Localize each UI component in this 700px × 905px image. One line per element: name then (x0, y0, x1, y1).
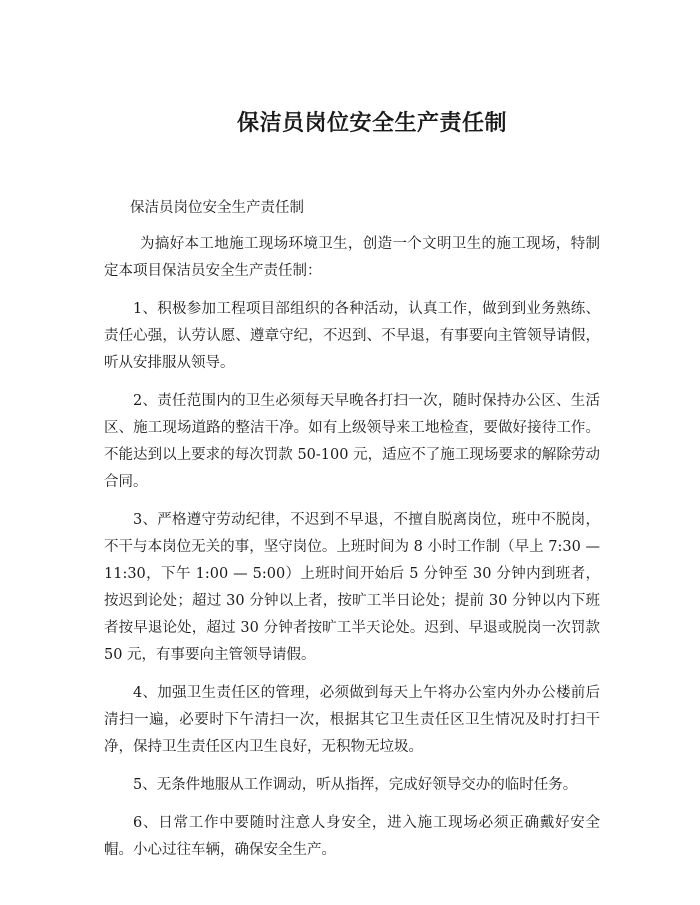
clause-paragraph-2: 2、责任范围内的卫生必须每天早晚各打扫一次，随时保持办公区、生活区、施工现场道路的整洁干净。如有上级领导来工地检查，要做好接待工作。不能达到以上要求的每次罚款 50-100 元，适应不了施工现场要求的解除劳动合同。 (104, 393, 600, 490)
document-subtitle: 保洁员岗位安全生产责任制 (130, 200, 304, 216)
clause-paragraph-4: 4、加强卫生责任区的管理，必须做到每天上午将办公室内外办公楼前后清扫一遍，必要时下午清扫一次，根据其它卫生责任区卫生情况及时打扫干净，保持卫生责任区内卫生良好，无积物无垃圾。 (104, 685, 600, 755)
document-body (104, 231, 600, 875)
clause-paragraph-5: 5、无条件地服从工作调动，听从指挥，完成好领导交办的临时任务。 (133, 777, 578, 793)
clause-paragraph-6: 6、日常工作中要随时注意人身安全，进入施工现场必须正确戴好安全帽。小心过往车辆，确保安全生产。 (104, 815, 600, 858)
clause-paragraph-1: 1、积极参加工程项目部组织的各种活动，认真工作，做到到业务熟练、责任心强，认劳认愿、遵章守纪，不迟到、不早退，有事要向主管领导请假，听从安排服从领导。 (104, 301, 600, 371)
intro-paragraph: 为搞好本工地施工现场环境卫生，创造一个文明卫生的施工现场，特制定本项目保洁员安全生产责任制： (104, 236, 600, 279)
document-title: 保洁员岗位安全生产责任制 (236, 110, 507, 136)
clause-paragraph-3: 3、严格遵守劳动纪律，不迟到不早退，不擅自脱离岗位，班中不脱岗，不干与本岗位无关的事，坚守岗位。上班时间为 8 小时工作制（早上 7:30 — 11:30，下午 1:00 — 5:00）上班时间开始后 5 分钟至 30 分钟内到班者，按迟到论处；超过 30 分钟以上者，按旷工半日论处；提前 30 分钟以内下班者按早退论处，超过 30 分钟者按旷工半天论处。迟到、早退或脱岗一次罚款 50 元，有事要向主管领导请假。 (104, 512, 600, 663)
